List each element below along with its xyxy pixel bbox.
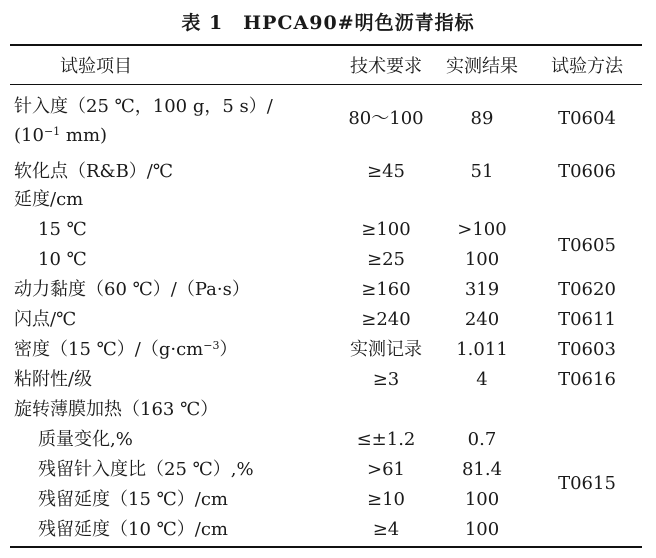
row-penetration-item-line1: 针入度（25 ℃，100 g，5 s）/ xyxy=(14,96,273,117)
header-item: 试验项目 xyxy=(60,56,132,77)
row-density-result: 1.011 xyxy=(456,339,508,360)
row-ductility-10-result: 100 xyxy=(464,249,500,270)
row-flashpoint-method: T0611 xyxy=(558,309,616,330)
row-viscosity-item: 动力黏度（60 ℃）/（Pa·s） xyxy=(14,279,250,300)
row-ductility-10-requirement: ≥25 xyxy=(367,249,405,270)
row-softening-result: 51 xyxy=(470,161,494,182)
row-mass-change-result: 0.7 xyxy=(467,429,497,450)
row-residual-ductility-10-requirement: ≥4 xyxy=(372,519,400,540)
row-residual-penetration-result: 81.4 xyxy=(461,459,503,480)
row-ductility-item: 延度/cm xyxy=(14,189,84,210)
row-density-requirement: 实测记录 xyxy=(350,339,422,360)
row-rtfot-method: T0615 xyxy=(558,473,616,494)
row-residual-ductility-15-result: 100 xyxy=(464,489,500,510)
row-adhesion-result: 4 xyxy=(476,369,488,390)
row-residual-ductility-15-item: 残留延度（15 ℃）/cm xyxy=(38,489,228,510)
row-density-method: T0603 xyxy=(558,339,616,360)
row-residual-ductility-10-result: 100 xyxy=(464,519,500,540)
row-viscosity-requirement: ≥160 xyxy=(361,279,411,300)
header-method: 试验方法 xyxy=(551,56,623,77)
row-softening-method: T0606 xyxy=(558,161,616,182)
row-ductility-15-result: >100 xyxy=(457,219,507,240)
row-ductility-method: T0605 xyxy=(558,235,616,256)
row-adhesion-requirement: ≥3 xyxy=(372,369,400,390)
row-rtfot-item: 旋转薄膜加热（163 ℃） xyxy=(14,399,219,420)
row-penetration-method: T0604 xyxy=(558,108,616,129)
header-requirement: 技术要求 xyxy=(350,56,422,77)
row-residual-ductility-15-requirement: ≥10 xyxy=(367,489,405,510)
row-softening-requirement: ≥45 xyxy=(367,161,405,182)
row-residual-penetration-requirement: >61 xyxy=(367,459,405,480)
row-ductility-15-item: 15 ℃ xyxy=(38,219,87,240)
row-adhesion-method: T0616 xyxy=(558,369,616,390)
table-caption: 表 1 HPCA90#明色沥青指标 xyxy=(181,12,475,34)
row-viscosity-result: 319 xyxy=(464,279,500,300)
row-density-item: 密度（15 $℃)/(g\cdot cm^{-3})$ xyxy=(14,339,238,360)
row-flashpoint-item: 闪点/℃ xyxy=(14,309,77,330)
row-ductility-15-requirement: ≥100 xyxy=(361,219,411,240)
header-rule xyxy=(10,84,642,85)
header-result: 实测结果 xyxy=(446,56,518,77)
row-flashpoint-result: 240 xyxy=(464,309,500,330)
row-ductility-10-item: 10 ℃ xyxy=(38,249,87,270)
row-penetration-result: 89 xyxy=(470,108,494,129)
table-bottom-rule xyxy=(10,546,642,548)
row-flashpoint-requirement: ≥240 xyxy=(361,309,411,330)
row-residual-penetration-item: 残留针入度比（25 ℃）,% xyxy=(38,459,254,480)
table-top-rule xyxy=(10,44,642,46)
row-viscosity-method: T0620 xyxy=(558,279,616,300)
row-residual-ductility-10-item: 残留延度（10 ℃）/cm xyxy=(38,519,228,540)
row-adhesion-item: 粘附性/级 xyxy=(14,369,93,390)
row-mass-change-item: 质量变化,% xyxy=(38,429,133,450)
row-penetration-item-line2: ($10^{-1}$ mm) xyxy=(14,125,108,146)
row-mass-change-requirement: ≤±1.2 xyxy=(356,429,416,450)
row-penetration-requirement: 80～100 xyxy=(348,108,424,129)
row-softening-item: 软化点（R&B）/℃ xyxy=(14,161,174,182)
